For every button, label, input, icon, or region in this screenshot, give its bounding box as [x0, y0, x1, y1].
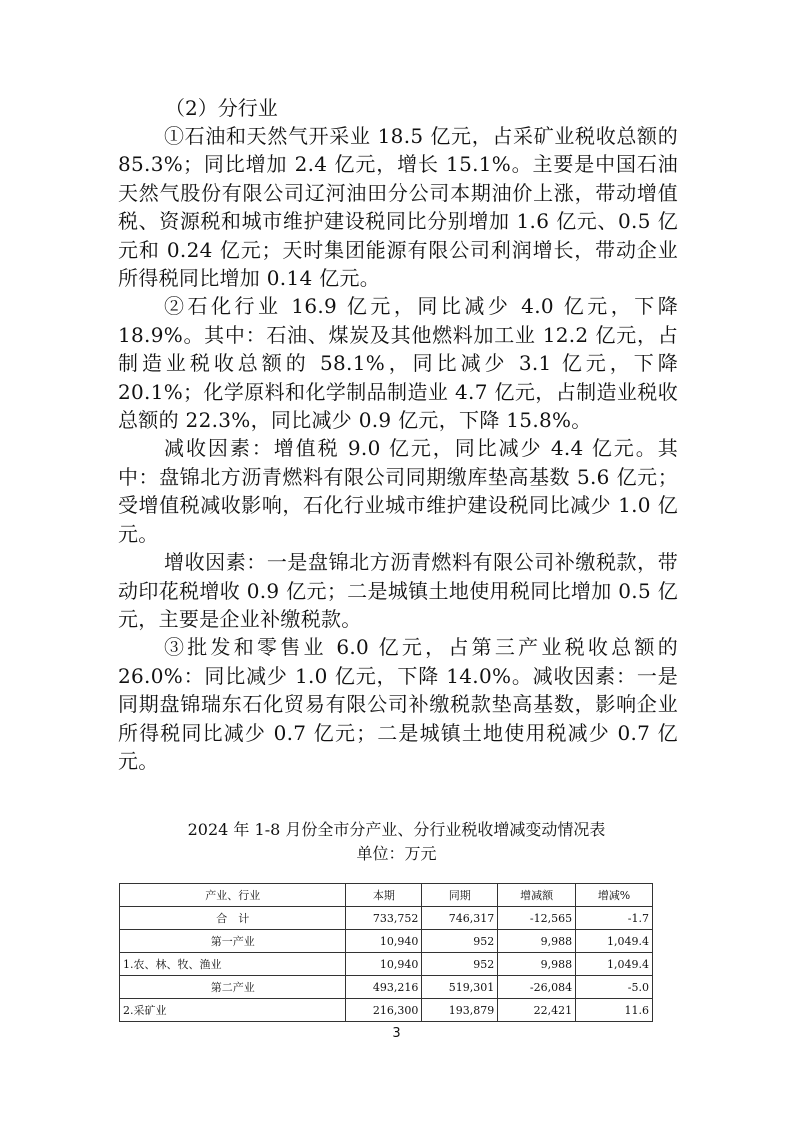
table-row [120, 953, 653, 976]
paragraph-increase-factors: 增收因素：一是盘锦北方沥青燃料有限公司补缴税款，带动印花税增收 0.9 亿元；二是城镇土地使用税同比增加 0.5 亿元，主要是企业补缴税款。 [118, 550, 678, 631]
change-value: -26,084 [498, 976, 576, 999]
header-current: 本期 [346, 884, 422, 907]
paragraph-decrease-factors: 减收因素：增值税 9.0 亿元，同比减少 4.4 亿元。其中：盘锦北方沥青燃料有限公司同期缴库垫高基数 5.6 亿元；受增值税减收影响，石化行业城市维护建设税同比减少 1.0 亿元。 [118, 436, 678, 546]
prior-value: 952 [422, 930, 498, 953]
row-label: 合 计 [120, 907, 346, 930]
header-change: 增减额 [498, 884, 576, 907]
current-value: 216,300 [346, 999, 422, 1022]
table-row [120, 930, 653, 953]
prior-value: 193,879 [422, 999, 498, 1022]
header-industry: 产业、行业 [120, 884, 346, 907]
change-pct: 1,049.4 [576, 930, 653, 953]
body-text [118, 122, 678, 775]
table-unit: 单位：万元 [356, 844, 437, 863]
row-label: 第二产业 [120, 976, 346, 999]
header-prior: 同期 [422, 884, 498, 907]
change-value: 9,988 [498, 953, 576, 976]
change-pct: -5.0 [576, 976, 653, 999]
prior-value: 519,301 [422, 976, 498, 999]
paragraph-petrochemical: ②石化行业 16.9 亿元，同比减少 4.0 亿元，下降 18.9%。其中：石油、煤炭及其他燃料加工业 12.2 亿元，占制造业税收总额的 58.1%，同比减少 3.1 亿元，下降 20.1%；化学原料和化学制品制造业 4.7 亿元，占制造业税收总额的 22.3%，同比减少 0.9 亿元，下降 15.8%。 [118, 294, 678, 433]
section-heading: （2）分行业 [165, 96, 278, 120]
paragraph-wholesale-retail: ③批发和零售业 6.0 亿元，占第三产业税收总额的 26.0%：同比减少 1.0 亿元，下降 14.0%。减收因素：一是同期盘锦瑞东石化贸易有限公司补缴税款垫高基数，影响企业所得税同比减少 0.7 亿元；二是城镇土地使用税减少 0.7 亿元。 [118, 635, 678, 773]
prior-value: 746,317 [422, 907, 498, 930]
prior-value: 952 [422, 953, 498, 976]
row-label: 第一产业 [120, 930, 346, 953]
row-label: 2.采矿业 [120, 999, 346, 1022]
change-value: 22,421 [498, 999, 576, 1022]
change-value: -12,565 [498, 907, 576, 930]
table-title: 2024 年 1-8 月份全市分产业、分行业税收增减变动情况表 [187, 820, 606, 839]
table-row [120, 976, 653, 999]
current-value: 10,940 [346, 930, 422, 953]
change-pct: -1.7 [576, 907, 653, 930]
tax-change-table [119, 883, 653, 1022]
current-value: 733,752 [346, 907, 422, 930]
page-number: 3 [392, 1026, 401, 1041]
change-pct: 11.6 [576, 999, 653, 1022]
current-value: 493,216 [346, 976, 422, 999]
paragraph-oil-gas: ①石油和天然气开采业 18.5 亿元，占采矿业税收总额的 85.3%；同比增加 2.4 亿元，增长 15.1%。主要是中国石油天然气股份有限公司辽河油田分公司本期油价上涨，带动增值税、资源税和城市维护建设税同比分别增加 1.6 亿元、0.5 亿元和 0.24 亿元；天时集团能源有限公司利润增长，带动企业所得税同比增加 0.14 亿元。 [118, 124, 678, 291]
current-value: 10,940 [346, 953, 422, 976]
header-change-pct: 增减% [576, 884, 653, 907]
change-value: 9,988 [498, 930, 576, 953]
table-header-row [120, 884, 653, 907]
table-row [120, 907, 653, 930]
change-pct: 1,049.4 [576, 953, 653, 976]
row-label: 1.农、林、牧、渔业 [120, 953, 346, 976]
table-row [120, 999, 653, 1022]
